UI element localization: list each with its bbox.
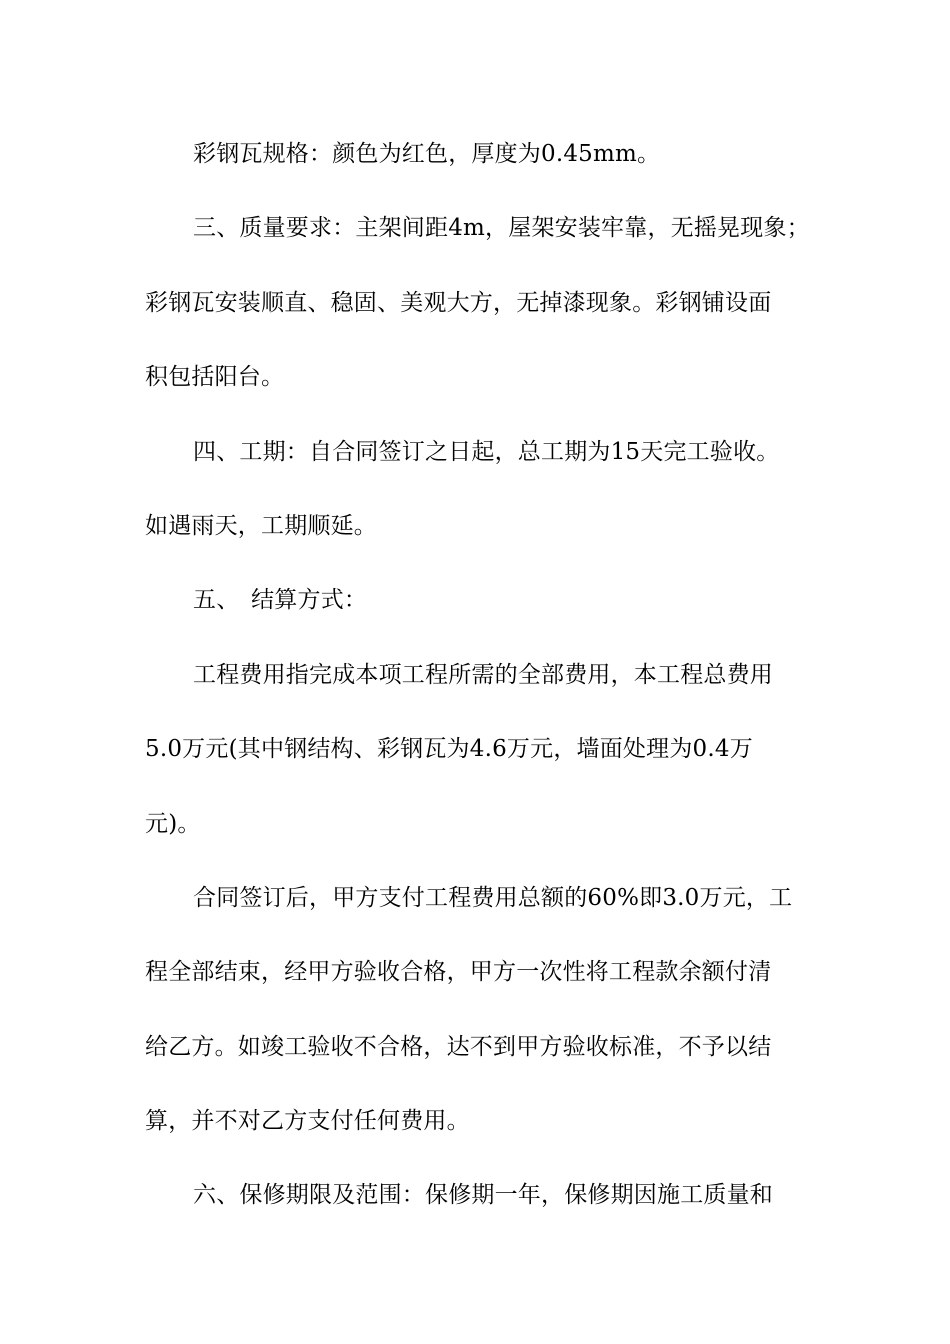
document-page xyxy=(145,128,815,1244)
line-1: 彩钢瓦规格：颜色为红色，厚度为0.45mm。 xyxy=(193,141,661,167)
line-4: 积包括阳台。 xyxy=(145,364,285,391)
line-10: 元)。 xyxy=(145,810,201,837)
line-3: 彩钢瓦安装顺直、稳固、美观大方，无掉漆现象。彩钢铺设面 xyxy=(145,289,772,316)
line-6: 如遇雨天，工期顺延。 xyxy=(145,512,377,539)
line-8: 工程费用指完成本项工程所需的全部费用，本工程总费用 xyxy=(193,661,773,688)
line-5: 四、工期：自合同签订之日起，总工期为15天完工验收。 xyxy=(193,438,780,465)
line-2: 三、质量要求：主架间距4m，屋架安装牢靠，无摇晃现象； xyxy=(193,215,810,242)
line-9: 5.0万元(其中钢结构、彩钢瓦为4.6万元，墙面处理为0.4万 xyxy=(145,736,753,763)
line-7: 五、 结算方式： xyxy=(193,587,368,614)
line-15: 六、保修期限及范围：保修期一年，保修期因施工质量和 xyxy=(193,1182,773,1209)
line-13: 给乙方。如竣工验收不合格，达不到甲方验收标准，不予以结 xyxy=(145,1033,772,1060)
line-14: 算，并不对乙方支付任何费用。 xyxy=(145,1108,470,1135)
line-11: 合同签订后，甲方支付工程费用总额的60%即3.0万元，工 xyxy=(193,884,793,911)
line-12: 程全部结束，经甲方验收合格，甲方一次性将工程款余额付清 xyxy=(145,959,772,986)
